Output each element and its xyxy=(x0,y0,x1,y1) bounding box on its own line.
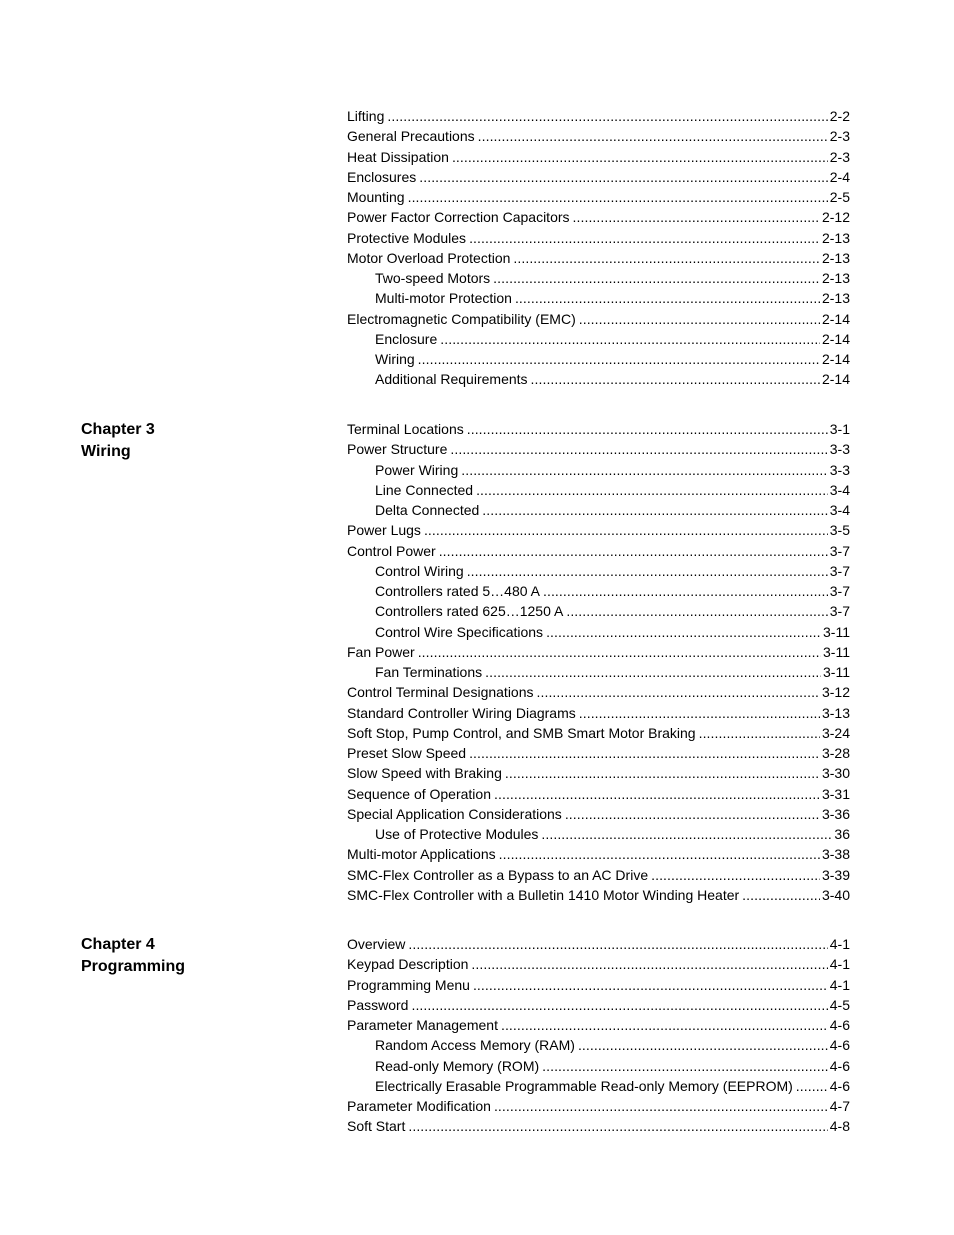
dot-leader xyxy=(542,1056,828,1076)
toc-entry[interactable] xyxy=(347,703,850,723)
toc-entry[interactable] xyxy=(347,207,850,227)
toc-entry-page-number: 3-24 xyxy=(821,724,850,741)
toc-entry[interactable] xyxy=(347,642,850,662)
dot-leader xyxy=(501,1015,828,1035)
dot-leader xyxy=(579,703,820,723)
toc-entry-title: Wiring xyxy=(375,351,415,367)
dot-leader xyxy=(408,187,828,207)
dot-leader xyxy=(467,561,828,581)
dot-leader xyxy=(419,167,828,187)
toc-entry[interactable] xyxy=(347,187,850,207)
toc-subentry[interactable] xyxy=(347,500,850,520)
toc-entry-title: SMC-Flex Controller with a Bulletin 1410 Motor Winding Heater xyxy=(347,886,740,903)
dot-leader xyxy=(742,885,820,905)
toc-entry-page-number: 4-1 xyxy=(829,956,850,973)
chapter-heading xyxy=(81,934,185,978)
toc-entry-list xyxy=(347,106,850,390)
toc-entry-title: Power Wiring xyxy=(375,461,459,478)
dot-leader xyxy=(579,309,820,329)
toc-entry-title: Motor Overload Protection xyxy=(347,249,511,266)
chapter-title: Wiring xyxy=(81,443,131,460)
toc-entry-page-number: 4-6 xyxy=(829,1037,850,1054)
toc-entry-title: Electromagnetic Compatibility (EMC) xyxy=(347,310,576,327)
toc-entry-page-number: 3-36 xyxy=(821,805,850,822)
dot-leader xyxy=(494,784,820,804)
toc-subentry[interactable] xyxy=(347,268,850,288)
chapter-number: Chapter 4 xyxy=(81,936,155,953)
toc-entry-page-number: 3-38 xyxy=(821,846,850,863)
toc-entry-page-number: 4-7 xyxy=(829,1098,850,1114)
toc-entry-title: Power Factor Correction Capacitors xyxy=(347,209,570,226)
dot-leader xyxy=(418,642,821,662)
toc-entry-title: Lifting xyxy=(347,108,385,124)
toc-entry-title: Power Structure xyxy=(347,441,448,458)
toc-entry-title: Controllers rated 625…1250 A xyxy=(375,603,564,620)
chapter-heading xyxy=(81,419,155,463)
toc-entry[interactable] xyxy=(347,885,850,905)
dot-leader xyxy=(485,662,821,682)
toc-entry[interactable] xyxy=(347,439,850,459)
toc-subentry[interactable] xyxy=(347,1056,850,1076)
dot-leader xyxy=(494,1096,828,1116)
toc-entry[interactable] xyxy=(347,723,850,743)
toc-entry[interactable] xyxy=(347,1096,850,1116)
toc-entry-page-number: 2-13 xyxy=(821,290,850,307)
dot-leader xyxy=(418,349,820,369)
toc-entry-title: Additional Requirements xyxy=(375,371,528,388)
toc-entry-page-number: 2-13 xyxy=(821,229,850,246)
dot-leader xyxy=(408,1116,827,1136)
toc-entry[interactable] xyxy=(347,975,850,995)
dot-leader xyxy=(699,723,820,743)
dot-leader xyxy=(440,329,820,349)
toc-entry-title: Enclosures xyxy=(347,168,417,185)
toc-entry-page-number: 4-8 xyxy=(829,1118,850,1135)
toc-entry-page-number: 3-31 xyxy=(821,785,850,802)
toc-entry-title: Control Terminal Designations xyxy=(347,684,534,701)
toc-entry-page-number: 2-2 xyxy=(829,108,850,124)
dot-leader xyxy=(499,844,820,864)
toc-entry-page-number: 3-7 xyxy=(829,562,850,579)
toc-entry-page-number: 3-3 xyxy=(829,441,850,458)
toc-entry-title: Use of Protective Modules xyxy=(375,826,539,842)
dot-leader xyxy=(482,500,827,520)
dot-leader xyxy=(573,207,820,227)
toc-entry-title: Password xyxy=(347,996,409,1013)
dot-leader xyxy=(469,228,820,248)
toc-entry[interactable] xyxy=(347,743,850,763)
toc-subentry[interactable] xyxy=(347,480,850,500)
toc-subentry[interactable] xyxy=(347,601,850,621)
toc-entry-title: Fan Terminations xyxy=(375,664,483,680)
toc-entry-title: Soft Stop, Pump Control, and SMB Smart Motor Braking xyxy=(347,724,696,741)
toc-entry-page-number: 2-14 xyxy=(821,351,850,367)
toc-entry-title: Preset Slow Speed xyxy=(347,745,467,761)
toc-entry[interactable] xyxy=(347,954,850,974)
toc-entry-title: Random Access Memory (RAM) xyxy=(375,1037,575,1054)
dot-leader xyxy=(505,763,820,783)
toc-entry-title: Line Connected xyxy=(375,481,474,498)
toc-subentry[interactable] xyxy=(347,288,850,308)
toc-subentry[interactable] xyxy=(347,369,850,389)
toc-entry[interactable] xyxy=(347,147,850,167)
toc-entry-page-number: 2-3 xyxy=(829,148,850,165)
dot-leader xyxy=(651,865,820,885)
toc-entry-title: Programming Menu xyxy=(347,976,470,993)
toc-entry-page-number: 3-13 xyxy=(821,704,850,721)
toc-entry[interactable] xyxy=(347,763,850,783)
toc-entry-page-number: 3-11 xyxy=(823,664,850,680)
chapter-number: Chapter 3 xyxy=(81,421,155,438)
toc-entry-page-number: 3-5 xyxy=(829,522,850,539)
toc-entry-page-number: 2-14 xyxy=(821,330,850,347)
toc-entry-title: Sequence of Operation xyxy=(347,785,491,802)
toc-entry-page-number: 3-1 xyxy=(829,421,850,437)
toc-entry-title: Soft Start xyxy=(347,1118,406,1135)
dot-leader xyxy=(424,520,828,540)
dot-leader xyxy=(476,480,828,500)
toc-entry-title: Slow Speed with Braking xyxy=(347,765,502,782)
dot-leader xyxy=(411,995,827,1015)
toc-entry[interactable] xyxy=(347,309,850,329)
dot-leader xyxy=(543,581,828,601)
toc-subentry[interactable] xyxy=(347,460,850,480)
toc-entry[interactable] xyxy=(347,1116,850,1136)
toc-entry[interactable] xyxy=(347,784,850,804)
toc-entry[interactable] xyxy=(347,167,850,187)
dot-leader xyxy=(537,682,820,702)
toc-entry-page-number: 3-12 xyxy=(821,684,850,701)
toc-entry-page-number: 2-4 xyxy=(829,168,850,185)
toc-entry[interactable] xyxy=(347,995,850,1015)
toc-entry[interactable] xyxy=(347,682,850,702)
toc-entry-title: Read-only Memory (ROM) xyxy=(375,1057,540,1074)
toc-entry-title: General Precautions xyxy=(347,128,475,145)
dot-leader xyxy=(796,1076,828,1096)
toc-entry-title: Fan Power xyxy=(347,643,415,660)
toc-entry-page-number: 3-7 xyxy=(829,603,850,620)
dot-leader xyxy=(565,804,820,824)
toc-entry-page-number: 4-6 xyxy=(829,1017,850,1033)
toc-entry-title: Control Power xyxy=(347,542,436,559)
toc-entry-list xyxy=(347,419,850,905)
toc-entry[interactable] xyxy=(347,1015,850,1035)
toc-entry-page-number: 3-40 xyxy=(821,886,850,903)
toc-entry-page-number: 3-4 xyxy=(829,502,850,518)
toc-entry-title: SMC-Flex Controller as a Bypass to an AC Drive xyxy=(347,866,649,883)
dot-leader xyxy=(515,288,820,308)
toc-entry-title: Heat Dissipation xyxy=(347,148,449,165)
toc-subentry[interactable] xyxy=(347,1035,850,1055)
toc-entry-page-number: 2-13 xyxy=(821,270,850,286)
toc-entry-title: Mounting xyxy=(347,189,405,205)
toc-entry-title: Delta Connected xyxy=(375,502,480,518)
toc-entry-page-number: 2-5 xyxy=(829,189,850,205)
dot-leader xyxy=(439,541,828,561)
dot-leader xyxy=(478,126,828,146)
toc-entry-page-number: 4-1 xyxy=(829,976,850,993)
toc-entry[interactable] xyxy=(347,106,850,126)
toc-entry-title: Standard Controller Wiring Diagrams xyxy=(347,704,576,721)
toc-entry-title: Power Lugs xyxy=(347,522,421,539)
toc-entry-title: Protective Modules xyxy=(347,229,467,246)
toc-subentry[interactable] xyxy=(347,824,850,844)
dot-leader xyxy=(473,975,828,995)
dot-leader xyxy=(566,601,827,621)
dot-leader xyxy=(469,743,820,763)
toc-entry-page-number: 4-5 xyxy=(829,996,850,1013)
dot-leader xyxy=(408,934,827,954)
toc-entry-page-number: 3-39 xyxy=(821,866,850,883)
toc-subentry[interactable] xyxy=(347,329,850,349)
toc-entry[interactable] xyxy=(347,126,850,146)
toc-entry[interactable] xyxy=(347,228,850,248)
toc-entry-title: Special Application Considerations xyxy=(347,805,562,822)
toc-entry-title: Parameter Modification xyxy=(347,1098,491,1114)
toc-entry-title: Control Wiring xyxy=(375,562,464,579)
dot-leader xyxy=(513,248,820,268)
toc-entry-title: Multi-motor Applications xyxy=(347,846,496,863)
toc-entry-page-number: 3-7 xyxy=(829,583,850,599)
toc-entry-page-number: 3-11 xyxy=(823,643,850,660)
toc-entry[interactable] xyxy=(347,520,850,540)
toc-entry-page-number: 3-4 xyxy=(829,481,850,498)
dot-leader xyxy=(578,1035,828,1055)
toc-subentry[interactable] xyxy=(347,622,850,642)
dot-leader xyxy=(467,419,828,439)
toc-entry-page-number: 3-3 xyxy=(829,461,850,478)
toc-entry-list xyxy=(347,934,850,1137)
toc-entry-page-number: 4-1 xyxy=(829,936,850,952)
toc-entry-title: Overview xyxy=(347,936,406,952)
chapter-title: Programming xyxy=(81,958,186,975)
dot-leader xyxy=(387,106,827,126)
toc-subentry[interactable] xyxy=(347,349,850,369)
toc-entry[interactable] xyxy=(347,865,850,885)
toc-entry-title: Parameter Management xyxy=(347,1017,498,1033)
toc-entry-page-number: 3-30 xyxy=(821,765,850,782)
toc-entry-title: Two-speed Motors xyxy=(375,270,491,286)
dot-leader xyxy=(471,954,827,974)
toc-entry-page-number: 4-6 xyxy=(829,1057,850,1074)
dot-leader xyxy=(452,147,828,167)
dot-leader xyxy=(493,268,820,288)
toc-entry-page-number: 2-13 xyxy=(821,249,850,266)
dot-leader xyxy=(450,439,827,459)
toc-entry-page-number: 2-14 xyxy=(821,310,850,327)
toc-entry-page-number: 2-14 xyxy=(821,371,850,388)
toc-entry-title: Multi-motor Protection xyxy=(375,290,512,307)
toc-subentry[interactable] xyxy=(347,561,850,581)
toc-entry[interactable] xyxy=(347,934,850,954)
toc-entry-title: Enclosure xyxy=(375,330,438,347)
dot-leader xyxy=(461,460,828,480)
toc-subentry[interactable] xyxy=(347,1076,850,1096)
dot-leader xyxy=(546,622,821,642)
dot-leader xyxy=(531,369,820,389)
toc-entry-page-number: 3-7 xyxy=(829,542,850,559)
toc-subentry[interactable] xyxy=(347,662,850,682)
dot-leader xyxy=(541,824,832,844)
toc-entry-title: Terminal Locations xyxy=(347,421,464,437)
toc-entry-page-number: 36 xyxy=(834,826,850,842)
toc-entry[interactable] xyxy=(347,844,850,864)
toc-entry-title: Keypad Description xyxy=(347,956,469,973)
toc-entry[interactable] xyxy=(347,419,850,439)
toc-entry-page-number: 3-11 xyxy=(823,623,850,640)
toc-entry[interactable] xyxy=(347,248,850,268)
toc-entry[interactable] xyxy=(347,804,850,824)
toc-entry-page-number: 3-28 xyxy=(821,745,850,761)
toc-entry-title: Controllers rated 5…480 A xyxy=(375,583,540,599)
toc-entry-page-number: 4-6 xyxy=(829,1077,850,1094)
toc-entry-page-number: 2-3 xyxy=(829,128,850,145)
toc-entry[interactable] xyxy=(347,541,850,561)
toc-entry-page-number: 2-12 xyxy=(821,209,850,226)
toc-entry-title: Electrically Erasable Programmable Read-only Memory (EEPROM) xyxy=(375,1077,793,1094)
toc-subentry[interactable] xyxy=(347,581,850,601)
toc-entry-title: Control Wire Specifications xyxy=(375,623,544,640)
